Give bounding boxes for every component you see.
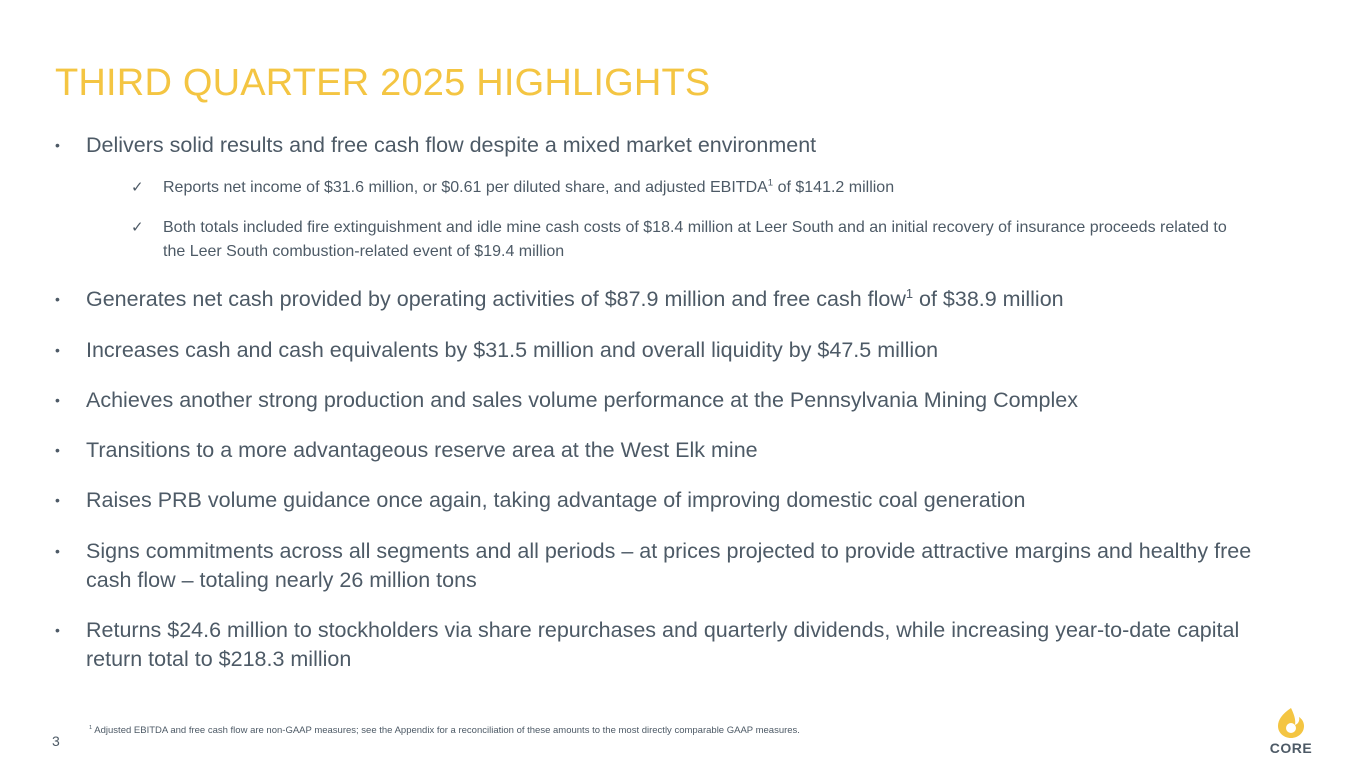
- bullet-text: Raises PRB volume guidance once again, taking advantage of improving domestic coal generation: [86, 488, 1026, 512]
- bullet-text: Generates net cash provided by operating activities of $87.9 million and free cash flow$^1$ of $38.9 million: [86, 285, 1064, 311]
- bullet-dot-icon: •: [55, 492, 60, 508]
- bullet-dot-icon: •: [55, 291, 60, 307]
- bullet-text: Transitions to a more advantageous reserve area at the West Elk mine: [86, 438, 758, 462]
- bullet-text: Increases cash and cash equivalents by $31.5 million and overall liquidity by $47.5 million: [86, 338, 939, 362]
- bullet-dot-icon: •: [55, 442, 60, 458]
- bullet-dot-icon: •: [55, 137, 60, 153]
- checkmark-icon: ✓: [131, 179, 144, 196]
- slide-title: THIRD QUARTER 2025 HIGHLIGHTS: [55, 62, 711, 104]
- bullet-dot-icon: •: [55, 543, 60, 559]
- footnote: $^1$ Adjusted EBITDA and free cash flow are non-GAAP measures; see the Appendix for a reconciliation of these amounts to the most directly comparable GAAP measures.: [89, 724, 800, 736]
- bullet-dot-icon: •: [55, 342, 60, 358]
- bullet-text: Delivers solid results and free cash flow despite a mixed market environment: [86, 133, 817, 157]
- bullet-text: Signs commitments across all segments and all periods – at prices projected to provide attractive margins and healthy free cash flow – totaling nearly 26 million tons: [86, 539, 1252, 592]
- checkmark-icon: ✓: [131, 219, 144, 236]
- sub-bullet-text: Reports net income of $31.6 million, or $0.61 per diluted share, and adjusted EBITDA$^1$ of $141.2 million: [163, 177, 895, 196]
- page-number: 3: [52, 733, 60, 749]
- core-flame-icon: [1268, 706, 1314, 740]
- footnote-marker: 1: [905, 285, 914, 301]
- bullet-text: Achieves another strong production and sales volume performance at the Pennsylvania Mining Complex: [86, 388, 1078, 412]
- core-logo: [1268, 706, 1314, 760]
- bullet-dot-icon: •: [55, 622, 60, 638]
- logo-wordmark: CORE: [1269, 740, 1313, 756]
- bullet-text: Returns $24.6 million to stockholders via share repurchases and quarterly dividends, while increasing year-to-date capital return total to $218.3 million: [86, 618, 1240, 671]
- bullet-dot-icon: •: [55, 392, 60, 408]
- sub-bullet-text: Both totals included fire extinguishment and idle mine cash costs of $18.4 million at Leer South and an initial recovery of insurance proceeds related to the Leer South combustion-related event of $19.4 million: [163, 219, 1227, 260]
- footnote-marker: 1: [767, 177, 774, 189]
